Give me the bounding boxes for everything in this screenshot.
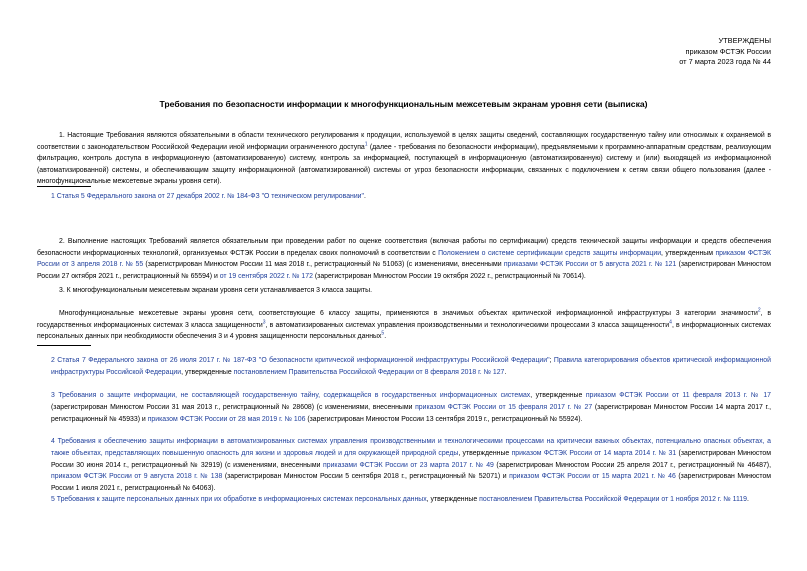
paragraph-2 xyxy=(37,236,771,282)
footnote-4-text-d: (зарегистрирован Минюстом России 5 сентября 2018 г., регистрационный № 52071) и xyxy=(224,473,507,481)
link-certification-regulation[interactable]: Положением о системе сертификации средств защиты информации xyxy=(438,249,662,257)
paragraph-4-text-a: Многофункциональные межсетевые экраны уровня сети, соответствующие 6 классу защиты, применяются в значимых объектах критической информационной инфраструктуры 3 категории значимости xyxy=(59,310,758,317)
footnote-mark-5: 5 xyxy=(51,496,55,503)
footnote-ref-4[interactable]: 4 xyxy=(669,319,672,326)
paragraph-3: 3. К многофункциональным межсетевым экранам уровня сети устанавливается 3 класса защиты. xyxy=(59,287,373,294)
link-order-27[interactable]: приказом ФСТЭК России от 15 февраля 2017 г. № 27 xyxy=(415,403,593,411)
footnote-mark-4: 4 xyxy=(51,438,55,445)
footnote-4-text-a: , утвержденные xyxy=(458,449,510,457)
link-order-49[interactable]: приказами ФСТЭК России от 23 марта 2017 г. № 49 xyxy=(323,461,494,469)
paragraph-1-text-a: 1. Настоящие Требования являются обязательными в области технического регулирования к продукции, используемой в целях защиты сведений, составляющих государственную тайну или относимых к охраняемой в соответствии с законодательством Российской Федерации иной информации ограниченного доступа xyxy=(37,132,771,151)
paragraph-2-text-b: , утвержденным xyxy=(661,249,713,257)
paragraph-4-text-b: , в государственных информационных системах 3 класса защищенности xyxy=(37,310,771,329)
link-gis-requirements[interactable]: Требования о защите информации, не составляющей государственную тайну, содержащейся в государственных информационных системах xyxy=(58,392,531,399)
footnote-2-sep: ; xyxy=(549,357,552,364)
footnote-3-text-b: (зарегистрирован Минюстом России 31 мая 2013 г., регистрационный № 28608) (с изменениями, внесенными xyxy=(51,403,413,411)
link-government-decree-127[interactable]: постановлением Правительства Российской Федерации от 8 февраля 2018 г. № 127 xyxy=(233,368,505,376)
footnote-3 xyxy=(51,390,771,425)
footnote-4-text-b: (зарегистрирован Минюстом России 30 июня 2014 г., регистрационный № 32919) (с изменениями, внесенными xyxy=(51,449,771,469)
footnote-4 xyxy=(51,436,771,495)
approval-line-1: УТВЕРЖДЕНЫ xyxy=(718,36,771,45)
link-pd-requirements[interactable]: Требования к защите персональных данных при их обработке в информационных системах персональных данных xyxy=(56,496,427,503)
link-government-decree-1119[interactable]: постановлением Правительства Российской Федерации от 1 ноября 2012 г. № 1119 xyxy=(479,496,747,503)
footnote-3-text-a: , утвержденные xyxy=(530,392,583,399)
footnote-mark-1: 1 xyxy=(51,193,55,200)
footnote-ref-5[interactable]: 5 xyxy=(381,330,385,337)
footnote-1 xyxy=(51,191,771,203)
link-order-46[interactable]: приказом ФСТЭК России от 15 марта 2021 г. № 46 xyxy=(509,473,676,481)
link-order-172[interactable]: от 19 сентября 2022 г. № 172 xyxy=(219,272,313,280)
footnote-ref-1[interactable]: 1 xyxy=(364,141,368,148)
paragraph-4-text-d: , в информационных системах персональных данных при необходимости обеспечения 3 и 4 уровня защищенности персональных данных xyxy=(37,321,771,341)
paragraph-2-text-c: (зарегистрирован Минюстом России 11 мая 2018 г., регистрационный № 51063) (с изменениями, внесенными xyxy=(145,261,502,269)
link-order-106[interactable]: приказом ФСТЭК России от 28 мая 2019 г. № 106 xyxy=(147,415,306,423)
approval-line-2: приказом ФСТЭК России xyxy=(685,46,771,56)
link-categorization-rules[interactable]: Правила категорирования объектов критической информационной инфраструктуры Российской Федерации xyxy=(51,357,771,376)
footnote-1-tail: . xyxy=(363,193,366,200)
paragraph-2-text-d: (зарегистрирован Минюстом России 27 октября 2021 г., регистрационный № 65594) и xyxy=(37,261,771,280)
paragraph-4-text-c: , в автоматизированных системах управления производственными и технологическими процессами 3 класса защищенности xyxy=(265,321,670,329)
paragraph-4-text-e: . xyxy=(384,333,387,341)
footnote-separator-2 xyxy=(37,345,91,346)
approval-stamp xyxy=(679,36,771,68)
link-order-55[interactable]: приказом ФСТЭК России от 3 апреля 2018 г. № 55 xyxy=(37,249,772,269)
approval-line-3: от 7 марта 2023 года № 44 xyxy=(679,57,771,66)
link-acs-requirements[interactable]: Требования к обеспечению защиты информации в автоматизированных системах управления производственными и технологическими процессами на критически важных объектах, потенциально опасных объектах, а также объектах, представляющих повышенную опасность для жизни и здоровья людей и для окружающей природной среды xyxy=(51,438,771,457)
footnote-4-text-e: (зарегистрирован Минюстом России 1 июля 2021 г., регистрационный № 64063). xyxy=(51,473,772,493)
paragraph-4 xyxy=(37,308,771,343)
paragraph-1 xyxy=(37,130,771,188)
footnote-3-text-d: (зарегистрирован Минюстом России 13 сентября 2019 г., регистрационный № 55924). xyxy=(307,415,583,423)
paragraph-1-text-b: (далее - требования по безопасности информации), предъявляемыми к программно-аппаратным средствам, реализующим фильтрацию, контроль доступа в информационную (автоматизированную) систему, контроль за информацией, поступающей в информационную (автоматизированную) систему и (или) выходящей из информационной (автоматизированной) системы, и обеспечивающим защиту информационной (автоматизированной) системы от угроз безопасности информации, связанных с подключением к сетям связи общего пользования (далее - многофункциональные межсетевые экраны уровня сети). xyxy=(37,143,771,186)
footnote-3-text-c: (зарегистрирован Минюстом России 14 марта 2017 г., регистрационный № 45933) и xyxy=(51,403,771,423)
footnote-mark-3: 3 xyxy=(51,392,55,399)
footnote-separator xyxy=(37,186,91,187)
footnote-2-tail: . xyxy=(504,368,507,376)
link-order-121[interactable]: приказами ФСТЭК России от 5 августа 2021 г. № 121 xyxy=(503,261,677,269)
link-order-138[interactable]: приказом ФСТЭК России от 9 августа 2018 г. № 138 xyxy=(51,473,223,481)
footnote-4-text-c: (зарегистрирован Минюстом России 25 апреля 2017 г., регистрационный № 46487), xyxy=(496,461,772,469)
footnote-ref-3[interactable]: 3 xyxy=(262,319,266,326)
footnote-5 xyxy=(51,494,771,506)
footnote-5-text-a: , утвержденные xyxy=(426,496,478,503)
paragraph-2-text-e: (зарегистрирован Минюстом России 19 октября 2022 г., регистрационный № 70614). xyxy=(314,272,586,280)
link-order-31[interactable]: приказом ФСТЭК России от 14 марта 2014 г. № 31 xyxy=(511,449,677,457)
footnote-mark-2: 2 xyxy=(51,357,55,364)
document-title: Требования по безопасности информации к многофункциональным межсетевым экранам уровня сети (выписка) xyxy=(159,99,648,109)
link-federal-law-184[interactable]: Статья 5 Федерального закона от 27 декабря 2002 г. № 184-ФЗ "О техническом регулировании" xyxy=(56,193,364,200)
paragraph-2-text-a: 2. Выполнение настоящих Требований является обязательным при проведении работ по оценке соответствия (включая работы по сертификации) средств технической защиты информации и средств обеспечения безопасности информационных технологий, организуемых ФСТЭК России в пределах своих полномочий в соответствии с xyxy=(37,238,771,257)
footnote-ref-2[interactable]: 2 xyxy=(757,307,761,314)
link-order-17[interactable]: приказом ФСТЭК России от 11 февраля 2013 г. № 17 xyxy=(585,392,772,399)
footnote-5-tail: . xyxy=(746,496,749,503)
footnote-2-text-a: , утвержденные xyxy=(181,368,232,376)
link-federal-law-187[interactable]: Статья 7 Федерального закона от 26 июля 2017 г. № 187-ФЗ "О безопасности критической информационной инфраструктуры Российской Федерации" xyxy=(57,357,550,364)
footnote-2 xyxy=(51,355,771,379)
